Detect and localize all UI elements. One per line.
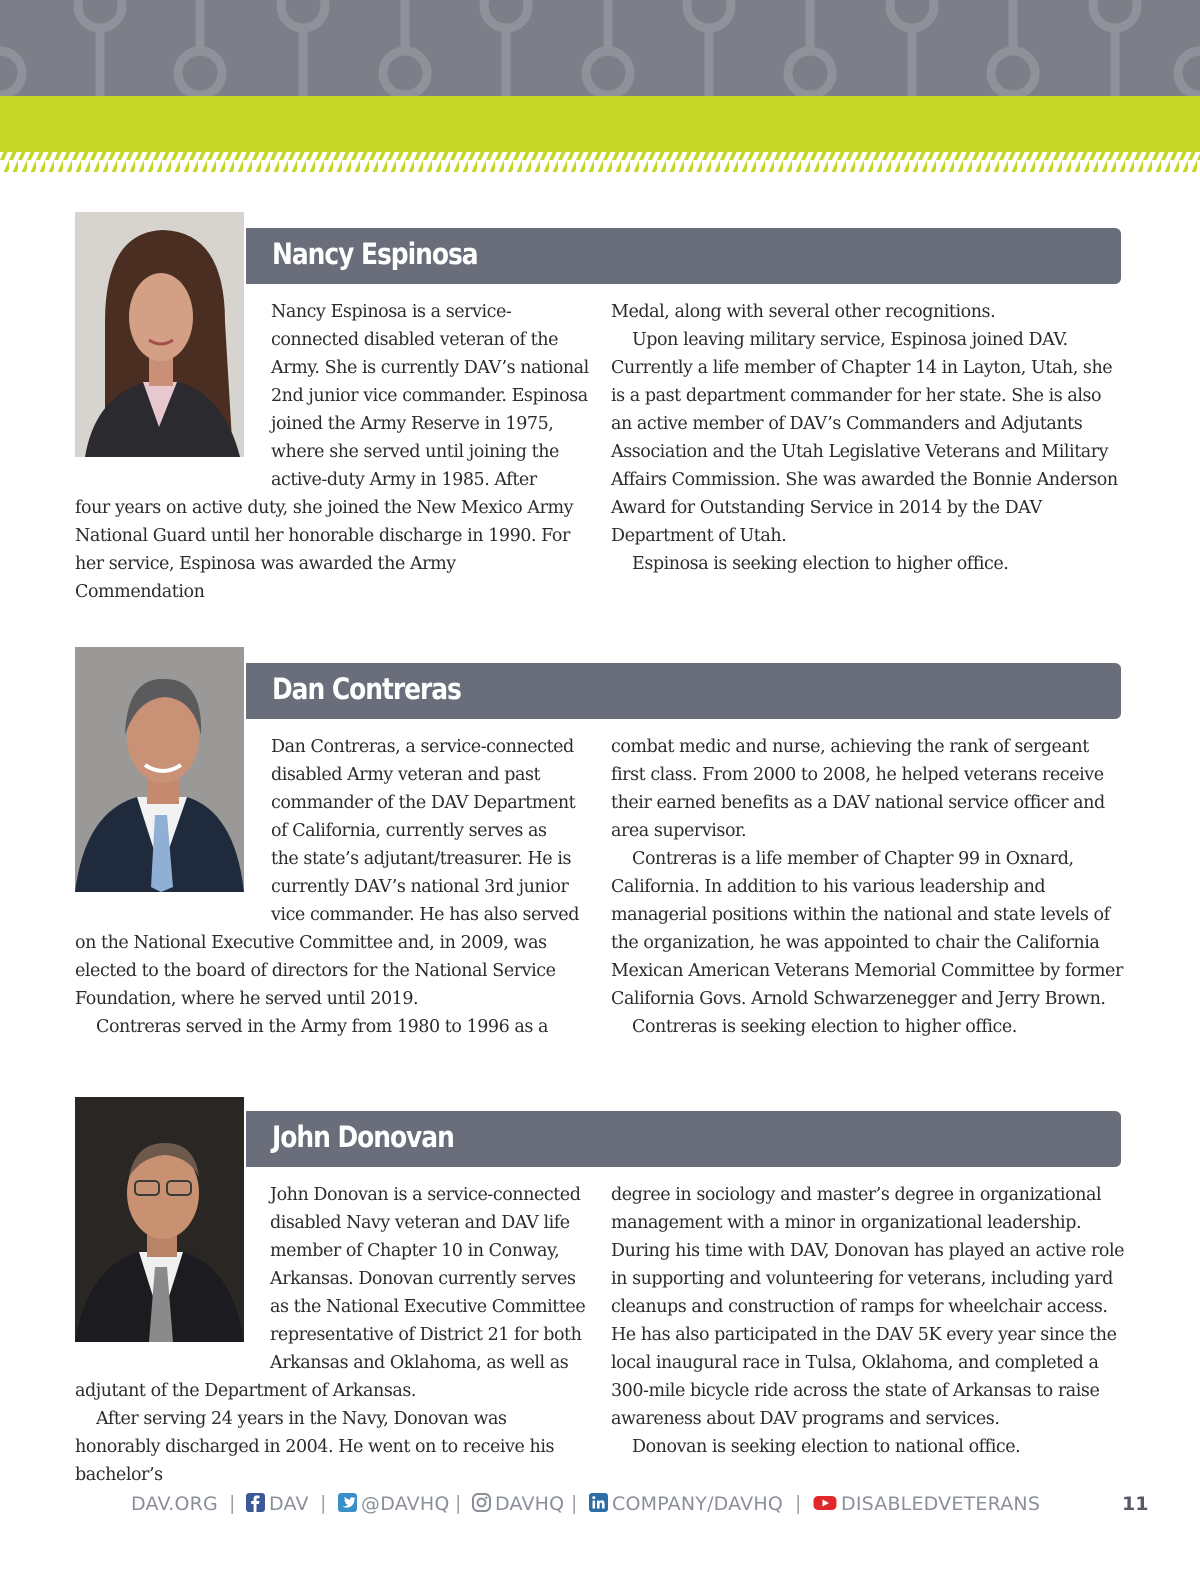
- bio-column-right: [611, 298, 1126, 578]
- bio-line: 2nd junior vice commander. Espinosa: [271, 386, 588, 406]
- bio-paragraph: combat medic and nurse, achieving the rank of sergeant first class. From 2000 to 2008, he helped veterans receive their earned benefits as a DAV national service officer and area supervisor.: [611, 737, 1105, 841]
- youtube-link[interactable]: [813, 1493, 1040, 1515]
- name-bar: [246, 663, 1121, 719]
- footer: [0, 1490, 1200, 1522]
- bio-column-right: [611, 733, 1126, 1041]
- bio-paragraph: Donovan is seeking election to national office.: [632, 1437, 1021, 1457]
- bio-line: of California, currently serves as: [271, 821, 547, 841]
- bio-line: representative of District 21 for both: [270, 1325, 582, 1345]
- bio-line: as the National Executive Committee: [270, 1297, 586, 1317]
- bio-line: active-duty Army in 1985. After: [271, 470, 537, 490]
- instagram-icon: [472, 1493, 491, 1512]
- name-bar: [246, 1111, 1121, 1167]
- twitter-icon: [338, 1493, 357, 1512]
- bio-paragraph: Espinosa is seeking election to higher office.: [632, 554, 1009, 574]
- footer-separator: |: [229, 1492, 236, 1514]
- bio-paragraph: on the National Executive Committee and, in 2009, was elected to the board of directors for the National Service Foundation, where he served until 2019.: [75, 933, 556, 1009]
- bio-paragraph: four years on active duty, she joined the New Mexico Army National Guard until her honorable discharge in 1990. For her service, Espinosa was awarded the Army Commendation: [75, 498, 574, 602]
- linkedin-link[interactable]: [589, 1493, 783, 1515]
- bio-paragraph: Contreras is seeking election to higher office.: [632, 1017, 1017, 1037]
- bio-line: vice commander. He has also served: [271, 905, 579, 925]
- bio-line: Nancy Espinosa is a service-: [271, 302, 512, 322]
- profile-name: Dan Contreras: [272, 672, 461, 706]
- bio-line: disabled Army veteran and past: [271, 765, 541, 785]
- bio-line: joined the Army Reserve in 1975,: [271, 414, 554, 434]
- bio-column-left: [75, 1181, 590, 1489]
- profile-name: Nancy Espinosa: [272, 237, 478, 271]
- footer-separator: |: [455, 1492, 462, 1514]
- twitter-label: @DAVHQ: [361, 1493, 450, 1515]
- page-number: 11: [1122, 1493, 1149, 1515]
- bio-paragraph: degree in sociology and master’s degree in organizational management with a minor in organizational leadership. During his time with DAV, Donovan has played an active role in supporting and volunteering for veterans, including yard cleanups and construction of ramps for wheelchair access. He has also participated in the DAV 5K every year since the local inaugural race in Tulsa, Oklahoma, and completed a 300-mile bicycle ride across the state of Arkansas to raise awareness about DAV programs and services.: [611, 1185, 1125, 1429]
- footer-separator: |: [571, 1492, 578, 1514]
- bio-line: Arkansas. Donovan currently serves: [270, 1269, 576, 1289]
- youtube-label: DISABLEDVETERANS: [841, 1493, 1041, 1515]
- bio-line: where she served until joining the: [271, 442, 559, 462]
- bio-line: currently DAV’s national 3rd junior: [271, 877, 569, 897]
- twitter-link[interactable]: [338, 1493, 450, 1515]
- bio-column-left: [75, 298, 590, 606]
- name-bar: [246, 228, 1121, 284]
- bio-line: disabled Navy veteran and DAV life: [270, 1213, 570, 1233]
- bio-paragraph: Upon leaving military service, Espinosa joined DAV. Currently a life member of Chapter 14 in Layton, Utah, she is a past department commander for her state. She is also an active member of DAV’s Commanders and Adjutants Association and the Utah Legislative Veterans and Military Affairs Commission. She was awarded the Bonnie Anderson Award for Outstanding Service in 2014 by the DAV Department of Utah.: [611, 330, 1118, 546]
- bio-column-right: [611, 1181, 1126, 1461]
- bio-line: the state’s adjutant/treasurer. He is: [271, 849, 571, 869]
- bio-line: commander of the DAV Department: [271, 793, 576, 813]
- bio-paragraph: After serving 24 years in the Navy, Donovan was honorably discharged in 2004. He went on to receive his bachelor’s: [75, 1409, 554, 1485]
- youtube-icon: [813, 1493, 837, 1512]
- instagram-label: DAVHQ: [495, 1493, 565, 1515]
- bio-line: Dan Contreras, a service-connected: [271, 737, 574, 757]
- facebook-icon: [246, 1493, 265, 1512]
- bio-paragraph: Medal, along with several other recognitions.: [611, 302, 996, 322]
- bio-paragraph: Contreras served in the Army from 1980 to 1996 as a: [96, 1017, 549, 1037]
- profile-name: John Donovan: [272, 1120, 454, 1154]
- bio-line: John Donovan is a service-connected: [270, 1185, 581, 1205]
- bio-line: Army. She is currently DAV’s national: [271, 358, 589, 378]
- bio-line: member of Chapter 10 in Conway,: [270, 1241, 560, 1261]
- bio-paragraph: Contreras is a life member of Chapter 99 in Oxnard, California. In addition to his various leadership and managerial positions within the national and state levels of the organization, he was appointed to chair the California Mexican American Veterans Memorial Committee by former California Govs. Arnold Schwarzenegger and Jerry Brown.: [611, 849, 1123, 1009]
- site-link[interactable]: DAV.ORG: [131, 1493, 218, 1515]
- footer-separator: |: [320, 1492, 327, 1514]
- bio-line: Arkansas and Oklahoma, as well as: [270, 1353, 569, 1373]
- header-banner: [0, 0, 1200, 172]
- bio-column-left: [75, 733, 590, 1041]
- bio-line: connected disabled veteran of the: [271, 330, 558, 350]
- facebook-label: DAV: [269, 1493, 309, 1515]
- linkedin-label: COMPANY/DAVHQ: [612, 1493, 783, 1515]
- footer-separator: |: [795, 1492, 802, 1514]
- linkedin-icon: [589, 1493, 608, 1512]
- facebook-link[interactable]: [246, 1493, 309, 1515]
- instagram-link[interactable]: [472, 1493, 564, 1515]
- bio-paragraph: adjutant of the Department of Arkansas.: [75, 1381, 416, 1401]
